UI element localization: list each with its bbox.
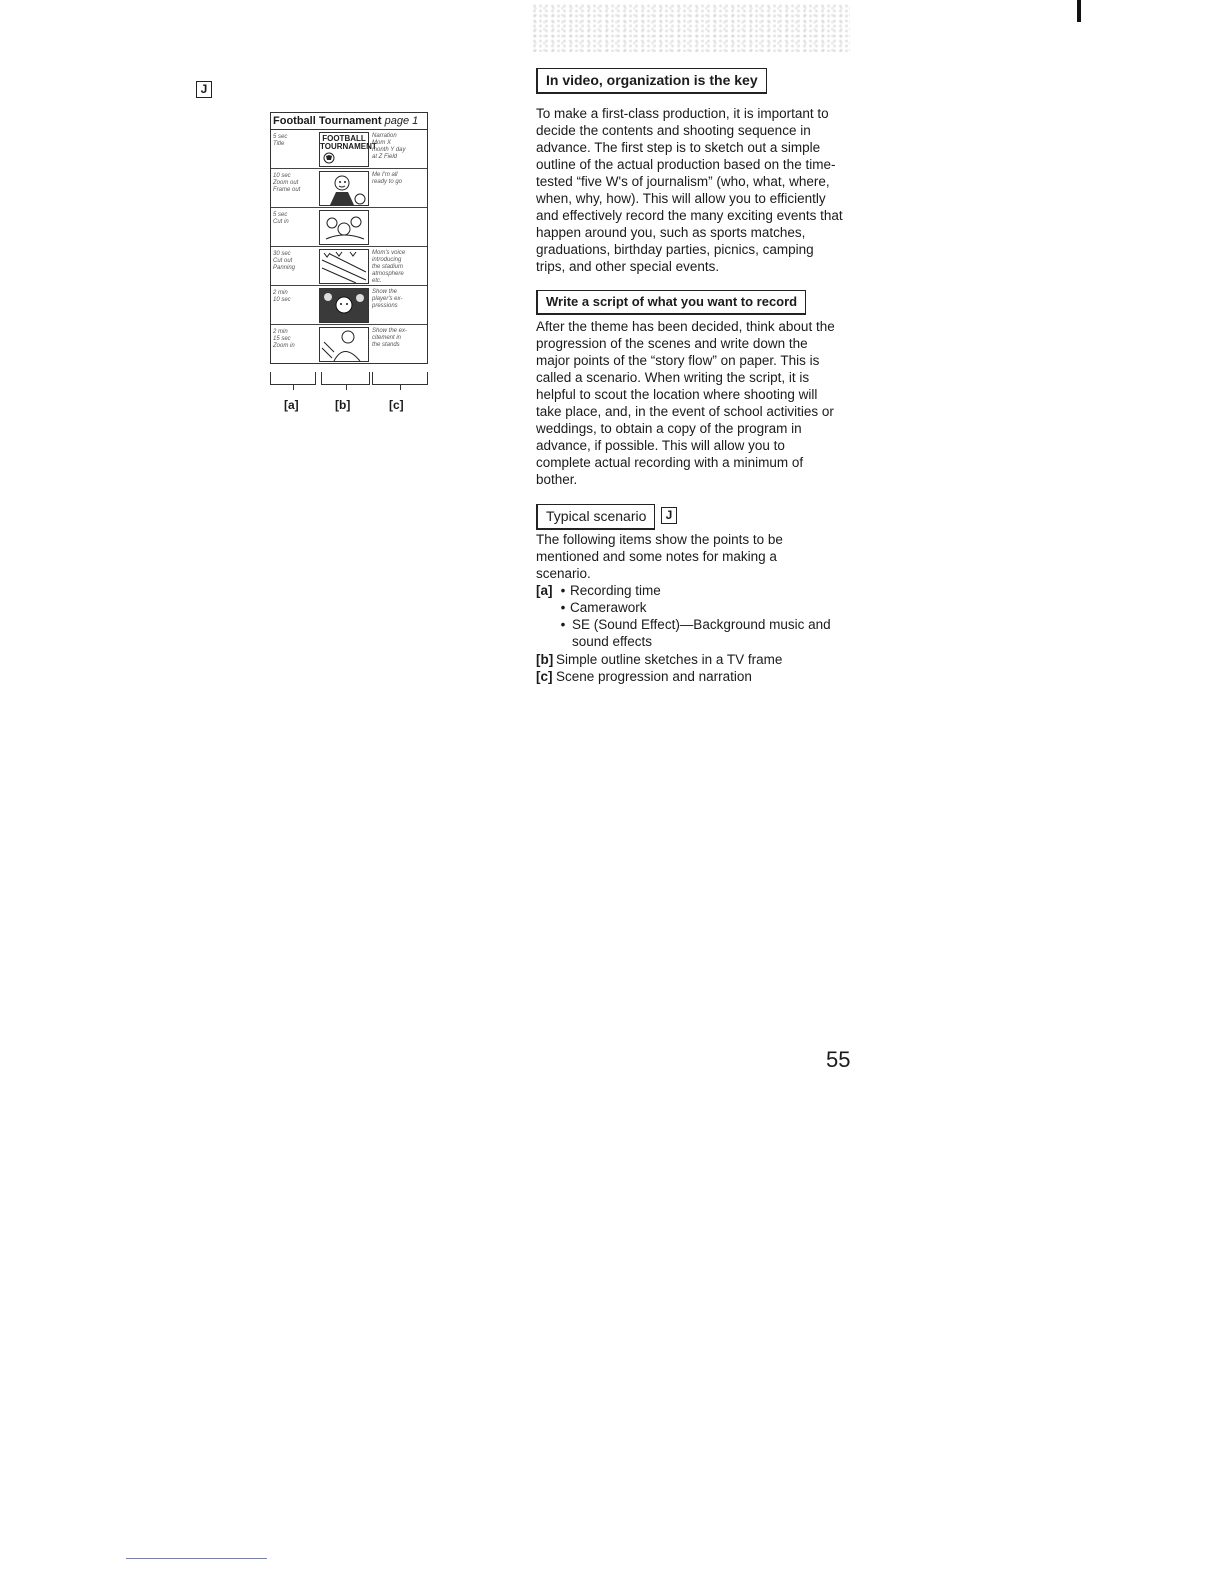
row-sketch xyxy=(319,132,377,167)
row-notes: Show the player's ex- pressions xyxy=(372,289,403,309)
football-icon xyxy=(320,151,368,165)
section-scenario-intro: The following items show the points to be mentioned and some notes for making a scenario. xyxy=(536,532,783,581)
figure-marker-j: J xyxy=(196,81,212,98)
bracket-c xyxy=(372,372,428,385)
scenario-item-a-bullet-2 xyxy=(536,599,647,616)
storyboard-row xyxy=(271,208,427,247)
storyboard xyxy=(270,112,428,364)
row-sketch xyxy=(319,327,369,362)
storyboard-row xyxy=(271,247,427,286)
storyboard-row xyxy=(271,286,427,325)
storyboard-title-bar xyxy=(271,113,427,130)
child-with-ball-sketch xyxy=(320,172,368,205)
section-organization-heading-wrap xyxy=(536,68,767,94)
row-timing: 5 sec Title xyxy=(273,134,288,147)
scenario-bullet: Camerawork xyxy=(570,600,647,615)
bracket-label-c: [c] xyxy=(389,398,404,412)
row-notes: Show the ex- citement in the stands xyxy=(372,328,408,348)
bullet-icon: • xyxy=(560,617,566,632)
section-scenario-heading-wrap xyxy=(536,504,655,530)
storyboard-page-label: page 1 xyxy=(384,115,419,127)
section-organization-body: To make a first-class production, it is important to decide the contents and shooting sequence in advance. The first step is to sketch out a simple outline of the actual production based on the time-tested “five W's of journalism” (who, what, where, when, why, how). This will allow you to efficiently and effectively record the many exciting events that happen around you, such as sports matches, graduations, birthday parties, picnics, camping trips, and other special events. xyxy=(536,106,843,274)
players-sketch xyxy=(320,289,368,322)
scenario-item-a-bullet-3 xyxy=(536,616,846,650)
scenario-bullet: SE (Sound Effect)—Background music and sound effects xyxy=(572,617,831,649)
column-brackets xyxy=(270,372,430,394)
row-timing: 2 min 15 sec Zoom in xyxy=(273,329,295,349)
stands-sketch xyxy=(320,328,368,361)
row-sketch xyxy=(319,171,369,206)
stadium-sketch xyxy=(320,250,368,283)
storyboard-title: Football Tournament xyxy=(273,115,382,127)
flowers-sketch xyxy=(320,211,368,244)
row-notes: Narration Mom X month Y day at Z Field xyxy=(372,133,406,160)
bracket-b xyxy=(321,372,370,385)
scenario-bullet: Recording time xyxy=(570,583,661,598)
storyboard-row xyxy=(271,130,427,169)
page-number: 55 xyxy=(826,1047,851,1072)
scenario-item-c xyxy=(536,668,752,685)
scenario-tag-b: [b] xyxy=(536,652,554,667)
row-sketch xyxy=(319,288,369,323)
row-timing: 30 sec Cut out Panning xyxy=(273,251,296,271)
scan-noise xyxy=(530,4,850,52)
scenario-item-c-text: Scene progression and narration xyxy=(556,669,752,684)
scenario-item-a xyxy=(536,582,661,599)
scenario-item-b xyxy=(536,651,782,668)
row-notes: Mom's voice introducing the stadium atmosphere etc. xyxy=(372,250,406,284)
bracket-label-a: [a] xyxy=(284,398,299,412)
row-timing: 2 min 10 sec xyxy=(273,290,291,303)
row-sketch xyxy=(319,210,369,245)
scenario-item-b-text: Simple outline sketches in a TV frame xyxy=(556,652,783,667)
section-script-heading: Write a script of what you want to record xyxy=(536,290,806,315)
row-notes: Me I'm all ready to go xyxy=(372,172,403,185)
bracket-label-b: [b] xyxy=(335,398,351,412)
page-edge-mark xyxy=(1077,0,1081,22)
section-script-body: After the theme has been decided, think about the progression of the scenes and write down the major points of the “story flow” on paper. This is called a scenario. When writing the script, it is helpful to scout the location where shooting will take place, and, in the event of school activities or weddings, to obtain a copy of the program in advance, if possible. This will allow you to complete actual recording with a minimum of bother. xyxy=(536,319,835,487)
row-sketch xyxy=(319,249,369,284)
footer-rule xyxy=(126,1558,267,1559)
section-scenario-heading: Typical scenario xyxy=(536,504,655,530)
bullet-icon: • xyxy=(560,600,566,615)
scenario-figure-marker: J xyxy=(661,507,677,524)
storyboard-row xyxy=(271,169,427,208)
sketch-title-card: FOOTBALL TOURNAMENT xyxy=(320,134,377,151)
section-organization-heading: In video, organization is the key xyxy=(536,68,767,94)
section-script-heading-wrap xyxy=(536,290,806,315)
bracket-a xyxy=(270,372,316,385)
row-timing: 10 sec Zoom out Frame out xyxy=(273,173,301,193)
bullet-icon: • xyxy=(560,583,566,598)
row-timing: 5 sec Cut in xyxy=(273,212,289,225)
scenario-tag-a: [a] xyxy=(536,583,553,598)
scenario-tag-c: [c] xyxy=(536,669,553,684)
storyboard-row xyxy=(271,325,427,363)
